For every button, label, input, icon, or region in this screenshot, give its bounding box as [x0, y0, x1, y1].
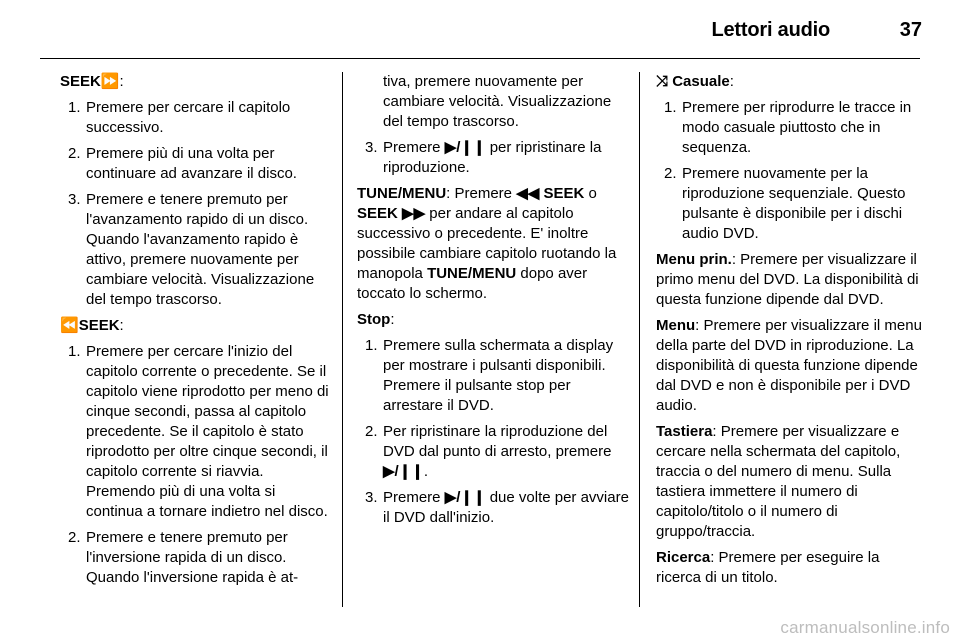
seek-back-list-cont [357, 138, 629, 178]
column-1 [60, 72, 332, 594]
list-item: 2. Premere più di una volta per continuare ad avanzare il disco. [68, 145, 297, 182]
play-pause-icon: ▶/❙❙ [444, 139, 486, 156]
column-3 [656, 72, 922, 594]
column-divider-2 [639, 72, 640, 607]
seek-forward-list [60, 98, 332, 310]
list-item: 2. Per ripristinare la riproduzione del DVD dal punto di arresto, premere ▶/❙❙. [365, 423, 612, 480]
tune-menu-paragraph: TUNE/MENU: Premere ◀◀ SEEK o SEEK ▶▶ per andare al capitolo successivo o precedente. E' inoltre possibile cambiare capitolo ruotando la manopola TUNE/MENU dopo aver toccato lo schermo. [357, 185, 617, 302]
shuffle-label: Casuale [672, 73, 730, 90]
column-divider-1 [342, 72, 343, 607]
list-item: 1. Premere per cercare il capitolo successivo. [68, 99, 291, 136]
seek-forward-heading: SEEK⏩: [60, 73, 124, 90]
shuffle-list [656, 98, 922, 244]
page-number: 37 [899, 19, 922, 41]
list-item: 3. Premere ▶/❙❙ per ripristinare la riproduzione. [365, 139, 602, 176]
rewind-icon: ⏪ [60, 317, 79, 334]
tastiera-paragraph: Tastiera: Premere per visualizzare e cercare nella schermata del capitolo, traccia o del numero di menu. Sulla tastiera immettere il numero di capitolo/titolo o il numero di gruppo/traccia. [656, 423, 901, 540]
stop-label: Stop [357, 311, 391, 328]
menu-paragraph: Menu: Premere per visualizzare il menu della parte del DVD in riproduzione. La disponibilità di questa funzione dipende dal DVD e non è disponibile per i DVD audio. [656, 317, 922, 414]
seek-back-label: SEEK [78, 317, 120, 334]
list-item: 3. Premere e tenere premuto per l'avanzamento rapido di un disco. Quando l'avanzamento rapido è attivo, premere nuovamente per cambiare velocità. Visualizzazione del tempo trascorso. [68, 191, 315, 308]
seek-back-heading: ⏪SEEK: [60, 317, 124, 334]
play-pause-icon: ▶/❙❙ [383, 463, 424, 480]
list-continuation: tiva, premere nuovamente per cambiare velocità. Visualizzazione del tempo trascorso. [383, 73, 612, 130]
list-item: 3. Premere ▶/❙❙ due volte per avviare il DVD dall'inizio. [365, 489, 629, 526]
tune-menu-label: TUNE/MENU [357, 185, 447, 202]
section-title: Lettori audio [711, 19, 830, 41]
seek-forward-label: SEEK [60, 73, 101, 90]
watermark: carmanualsonline.info [780, 618, 950, 637]
fast-forward-icon: ▶▶ [402, 205, 426, 222]
column-2 [357, 72, 629, 534]
list-item: 2. Premere e tenere premuto per l'inversione rapida di un disco. Quando l'inversione rapida è at- [68, 529, 299, 586]
page-header [0, 0, 960, 60]
list-item: 1. Premere per riprodurre le tracce in modo casuale piuttosto che in sequenza. [664, 99, 912, 156]
play-pause-icon: ▶/❙❙ [444, 489, 486, 506]
seek-back-list [60, 342, 332, 588]
shuffle-heading: ⤨ Casuale: [656, 73, 734, 90]
list-item: 1. Premere sulla schermata a display per mostrare i pulsanti disponibili. Premere il pulsante stop per arrestare il DVD. [365, 337, 614, 414]
stop-heading: Stop: [357, 311, 395, 328]
fast-forward-icon: ⏩ [100, 73, 120, 90]
shuffle-icon: ⤨ [656, 73, 669, 90]
ricerca-paragraph: Ricerca: Premere per eseguire la ricerca di un titolo. [656, 549, 880, 586]
menu-prin-paragraph: Menu prin.: Premere per visualizzare il primo menu del DVD. La disponibilità di questa funzione dipende dal DVD. [656, 251, 919, 308]
list-item: 1. Premere per cercare l'inizio del capitolo corrente o precedente. Se il capitolo viene riprodotto per meno di cinque secondi, passa al capitolo precedente. Se il capitolo è stato riprodotto per oltre cinque secondi, il capitolo corrente si riavvia. Premendo più di una volta si continua a tornare indietro nel disco. [68, 343, 329, 520]
stop-list [357, 336, 629, 528]
list-item: 2. Premere nuovamente per la riproduzione sequenziale. Questo pulsante è disponibile per i dischi audio DVD. [664, 165, 906, 242]
header-divider [40, 58, 920, 59]
rewind-icon: ◀◀ [516, 185, 540, 202]
